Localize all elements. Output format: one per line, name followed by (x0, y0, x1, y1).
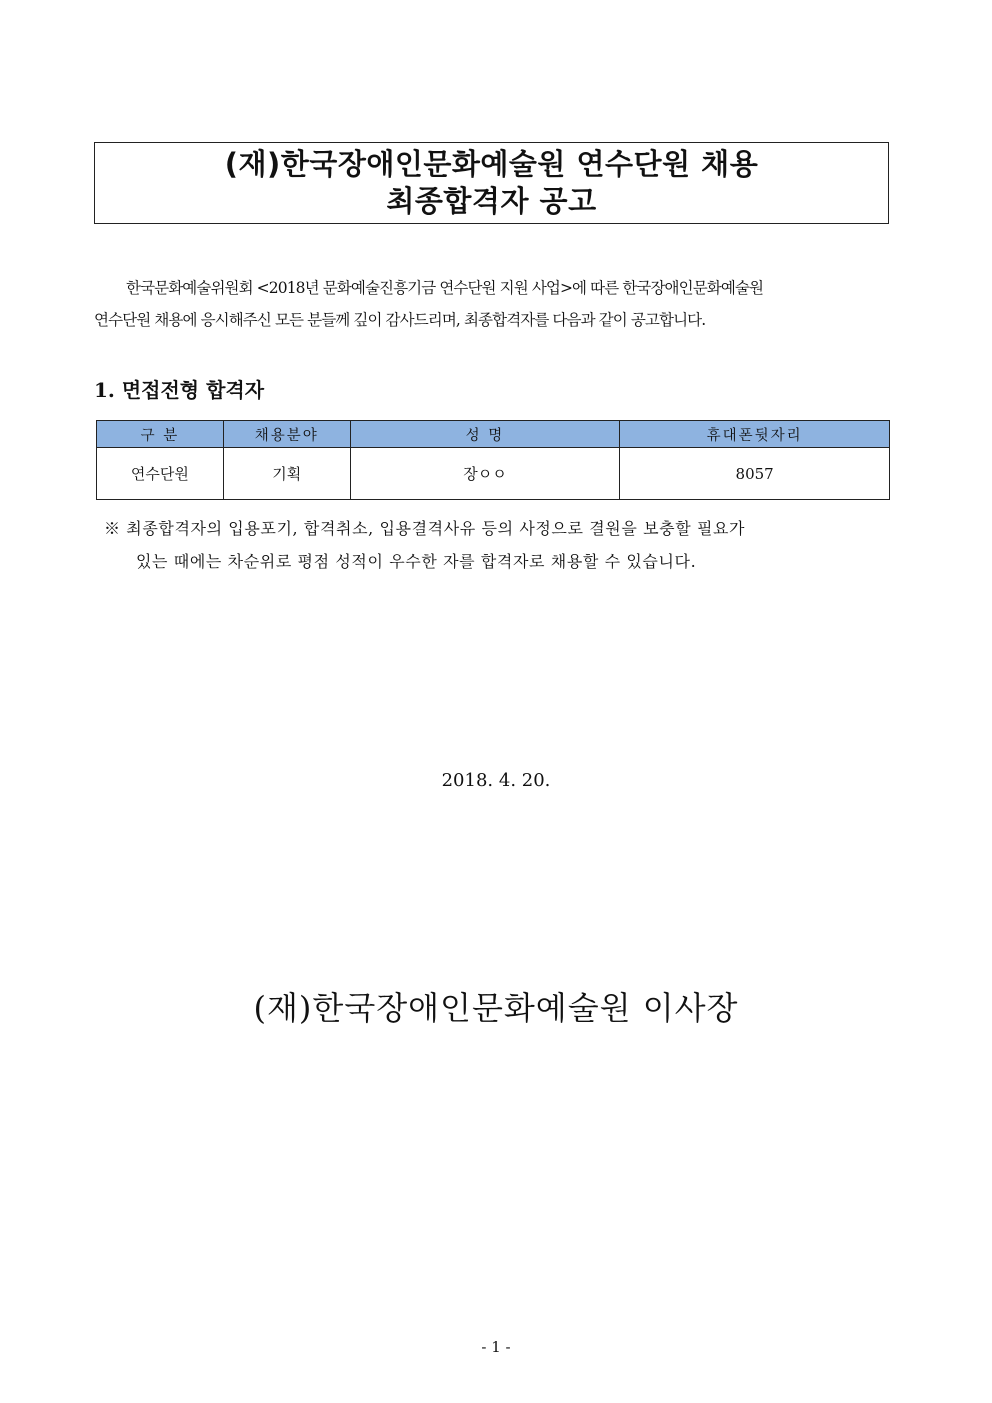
document-title-line-2: 최종합격자 공고 (386, 184, 597, 218)
title-box (94, 142, 889, 224)
note-line-1: ※ 최종합격자의 입용포기, 합격취소, 입용결격사유 등의 사정으로 결원을 보충할 필요가 (104, 519, 746, 538)
intro-line-2: 연수단원 채용에 응시해주신 모든 분들께 깊이 감사드리며, 최종합격자를 다음과 같이 공고합니다. (94, 311, 706, 329)
cell-category: 연수단원 (97, 448, 224, 500)
header-phone-digits: 휴대폰뒷자리 (620, 421, 890, 448)
note-paragraph (104, 512, 904, 578)
table-row (97, 448, 890, 500)
cell-field: 기획 (223, 448, 350, 500)
intro-paragraph (94, 272, 894, 336)
intro-line-1: 한국문화예술위원회 <2018년 문화예술진흥기금 연수단원 지원 사업>에 따른 한국장애인문화예술원 (126, 279, 764, 297)
page-number: - 1 - (481, 1338, 511, 1356)
section-heading-interview: 1. 면접전형 합격자 (94, 378, 265, 402)
document-title-line-1: (재)한국장애인문화예술원 연수단원 채용 (224, 147, 759, 181)
table-header-row (97, 421, 890, 448)
header-category: 구 분 (97, 421, 224, 448)
header-field: 채용분야 (223, 421, 350, 448)
cell-name: 장ㅇㅇ (350, 448, 620, 500)
announcement-date: 2018. 4. 20. (441, 770, 551, 791)
header-name: 성 명 (350, 421, 620, 448)
note-line-2: 있는 때에는 차순위로 평점 성적이 우수한 자를 합격자로 채용할 수 있습니다. (136, 552, 697, 571)
result-table (96, 420, 890, 500)
signature-line: (재)한국장애인문화예술원 이사장 (253, 989, 739, 1027)
cell-phone-digits: 8057 (620, 448, 890, 500)
